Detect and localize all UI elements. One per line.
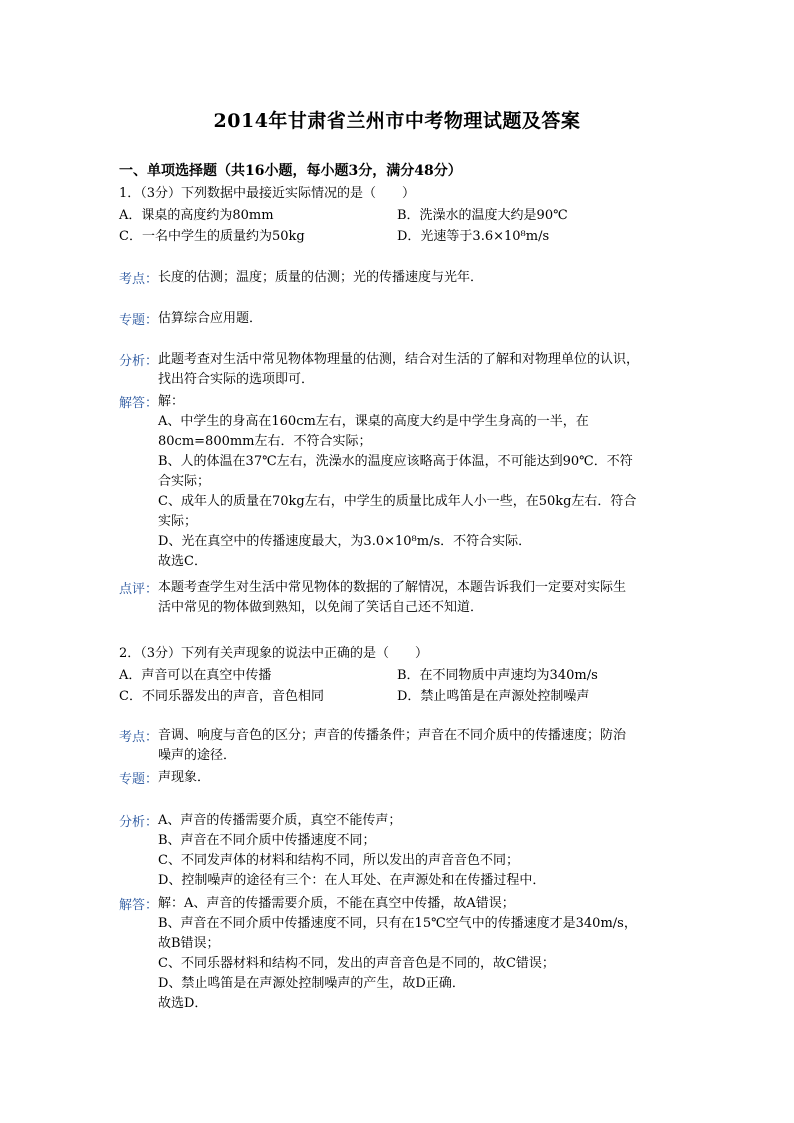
kaodian-text: 长度的估测；温度；质量的估测；光的传播速度与光年． <box>158 270 484 285</box>
zhuanti-label: 专题： <box>119 313 159 328</box>
question-2-option-d: D．禁止鸣笛是在声源处控制噪声 <box>397 689 590 704</box>
jieda-label: 解答： <box>119 396 159 411</box>
question-1-option-c: C．一名中学生的质量约为50kg <box>119 229 305 244</box>
jieda-line: C、不同乐器材料和结构不同，发出的声音音色是不同的，故C错误； <box>158 956 555 971</box>
jieda-line: 合实际； <box>158 474 211 489</box>
jieda-line: D、光在真空中的传播速度最大，为3.0×10⁸m/s．不符合实际． <box>158 534 532 549</box>
kaodian-label: 考点： <box>119 272 159 287</box>
fenxi-label: 分析： <box>119 815 159 830</box>
jieda-line: 实际； <box>158 514 198 529</box>
zhuanti-text: 声现象． <box>158 770 211 785</box>
page-title: 2014年甘肃省兰州市中考物理试题及答案 <box>213 110 581 132</box>
zhuanti-text: 估算综合应用题． <box>158 311 263 326</box>
jieda-line: 故B错误； <box>158 936 220 951</box>
jieda-line: 解： <box>158 394 185 409</box>
fenxi-line: 此题考查对生活中常见物体物理量的估测，结合对生活的了解和对物理单位的认识， <box>158 352 640 367</box>
fenxi-line: A、声音的传播需要介质，真空不能传声； <box>158 813 402 828</box>
fenxi-line: D、控制噪声的途径有三个：在人耳处、在声源处和在传播过程中． <box>158 873 546 888</box>
fenxi-line: B、声音在不同介质中传播速度不同； <box>158 833 376 848</box>
question-1-option-a: A．课桌的高度约为80mm <box>119 208 274 223</box>
question-2-option-a: A．声音可以在真空中传播 <box>119 668 272 683</box>
jieda-line: 故选C． <box>158 554 207 569</box>
kaodian-line: 音调、响度与音色的区分；声音的传播条件；声音在不同介质中的传播速度；防治 <box>158 728 627 743</box>
question-1-stem: 1．（3分）下列数据中最接近实际情况的是（ ） <box>119 186 416 201</box>
question-1-option-d: D．光速等于3.6×10⁸m/s <box>397 229 550 244</box>
question-2-option-c: C．不同乐器发出的声音，音色相同 <box>119 689 324 704</box>
dianping-line: 本题考查学生对生活中常见物体的数据的了解情况，本题告诉我们一定要对实际生 <box>158 580 627 595</box>
question-1-option-b: B．洗澡水的温度大约是90℃ <box>397 208 568 223</box>
question-2-stem: 2．（3分）下列有关声现象的说法中正确的是（ ） <box>119 646 429 661</box>
fenxi-line: C、不同发声体的材料和结构不同，所以发出的声音音色不同； <box>158 853 519 868</box>
jieda-line: 故选D． <box>158 996 208 1011</box>
jieda-line: D、禁止鸣笛是在声源处控制噪声的产生，故D正确． <box>158 976 465 991</box>
dianping-line: 活中常见的物体做到熟知，以免闹了笑话自己还不知道． <box>158 600 484 615</box>
jieda-label: 解答： <box>119 898 159 913</box>
jieda-line: B、声音在不同介质中传播速度不同，只有在15℃空气中的传播速度才是340m/s， <box>158 916 637 931</box>
jieda-line: 80cm=800mm左右．不符合实际； <box>158 434 372 449</box>
kaodian-label: 考点： <box>119 730 159 745</box>
dianping-label: 点评： <box>119 582 159 597</box>
section-heading: 一、单项选择题（共16小题，每小题3分，满分48分） <box>119 163 462 179</box>
question-2-option-b: B．在不同物质中声速均为340m/s <box>397 668 598 683</box>
jieda-line: A、中学生的身高在160cm左右，课桌的高度大约是中学生身高的一半，在 <box>158 414 589 429</box>
zhuanti-label: 专题： <box>119 772 159 787</box>
jieda-line: B、人的体温在37℃左右，洗澡水的温度应该略高于体温，不可能达到90℃．不符 <box>158 454 633 469</box>
jieda-line: 解：A、声音的传播需要介质，不能在真空中传播，故A错误； <box>158 896 515 911</box>
kaodian-line: 噪声的途径． <box>158 748 237 763</box>
fenxi-label: 分析： <box>119 354 159 369</box>
fenxi-line: 找出符合实际的选项即可． <box>158 372 315 387</box>
jieda-line: C、成年人的质量在70kg左右，中学生的质量比成年人小一些，在50kg左右．符合 <box>158 494 637 509</box>
